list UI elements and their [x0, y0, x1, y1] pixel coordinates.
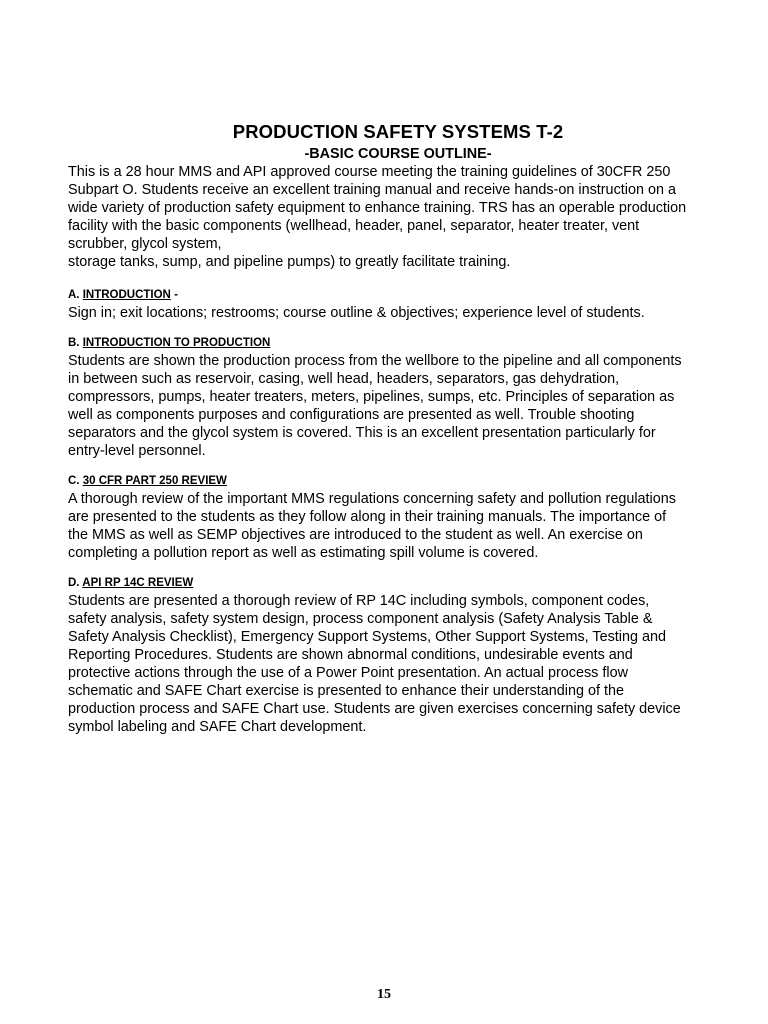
section-30-cfr-part-250-review	[68, 475, 728, 562]
section-line: symbol labeling and SAFE Chart development.	[68, 719, 367, 735]
section-line: Safety Analysis Checklist), Emergency Support Systems, Other Support Systems, Testing and	[68, 629, 667, 645]
section-line: safety analysis, safety system design, process component analysis (Safety Analysis Table &	[68, 611, 653, 627]
intro-line: facility with the basic components (wellhead, header, panel, separator, heater treater, vent	[68, 218, 640, 234]
section-letter: B.	[68, 337, 83, 349]
document-page	[68, 121, 728, 736]
document-title: PRODUCTION SAFETY SYSTEMS T-2	[232, 121, 564, 142]
intro-line: This is a 28 hour MMS and API approved course meeting the training guidelines of 30CFR 250	[68, 164, 671, 180]
section-heading-text: 30 CFR PART 250 REVIEW	[82, 475, 227, 487]
section-line: Students are shown the production process from the wellbore to the pipeline and all components	[68, 353, 682, 369]
section-line: Sign in; exit locations; restrooms; course outline & objectives; experience level of students.	[68, 305, 645, 321]
intro-line: wide variety of production safety equipment to enhance training. TRS has an operable production	[68, 200, 687, 216]
section-heading-suffix: -	[170, 289, 178, 301]
section-heading	[68, 337, 728, 350]
section-line: schematic and SAFE Chart exercise is presented to enhance their understanding of the	[68, 683, 624, 699]
section-heading-text: INTRODUCTION TO PRODUCTION	[82, 337, 271, 349]
section-line: protective actions through the use of a Power Point presentation. An actual process flow	[68, 665, 628, 681]
section-letter: C.	[68, 475, 83, 487]
page-number: 15	[377, 987, 391, 1002]
section-line: are presented to the students as they follow along in their training manuals. The importance of	[68, 509, 667, 525]
section-line: entry-level personnel.	[68, 443, 206, 459]
document-subtitle: -BASIC COURSE OUTLINE-	[304, 146, 492, 162]
section-heading-text: API RP 14C REVIEW	[82, 577, 194, 589]
intro-line: storage tanks, sump, and pipeline pumps) to greatly facilitate training.	[68, 254, 511, 270]
section-heading-text: INTRODUCTION	[82, 289, 171, 301]
section-line: the MMS as well as SEMP objectives are introduced to the student as well. An exercise on	[68, 527, 643, 543]
section-line: in between such as reservoir, casing, well head, headers, separators, gas dehydration,	[68, 371, 620, 387]
section-line: production process and SAFE Chart use. Students are given exercises concerning safety device	[68, 701, 681, 717]
section-introduction	[68, 289, 728, 322]
section-letter: A.	[68, 289, 83, 301]
section-line: compressors, pumps, heater treaters, meters, pipelines, sumps, etc. Principles of separation as	[68, 389, 675, 405]
section-heading	[68, 475, 728, 488]
section-letter: D.	[68, 577, 83, 589]
section-line: Students are presented a thorough review of RP 14C including symbols, component codes,	[68, 593, 650, 609]
section-line: A thorough review of the important MMS regulations concerning safety and pollution regulations	[68, 491, 676, 507]
section-heading	[68, 289, 728, 302]
section-line: separators and the glycol system is covered. This is an excellent presentation particularly for	[68, 425, 656, 441]
section-line: well as components purposes and configurations are presented as well. Trouble shooting	[68, 407, 635, 423]
section-heading	[68, 577, 728, 590]
section-line: Reporting Procedures. Students are shown abnormal conditions, undesirable events and	[68, 647, 633, 663]
intro-paragraph	[68, 163, 728, 271]
section-line: completing a pollution report as well as estimating spill volume is covered.	[68, 545, 539, 561]
section-api-rp-14c-review	[68, 577, 728, 736]
intro-line: Subpart O. Students receive an excellent training manual and receive hands-on instruction on a	[68, 182, 676, 198]
section-introduction-to-production	[68, 337, 728, 460]
intro-line: scrubber, glycol system,	[68, 236, 222, 252]
